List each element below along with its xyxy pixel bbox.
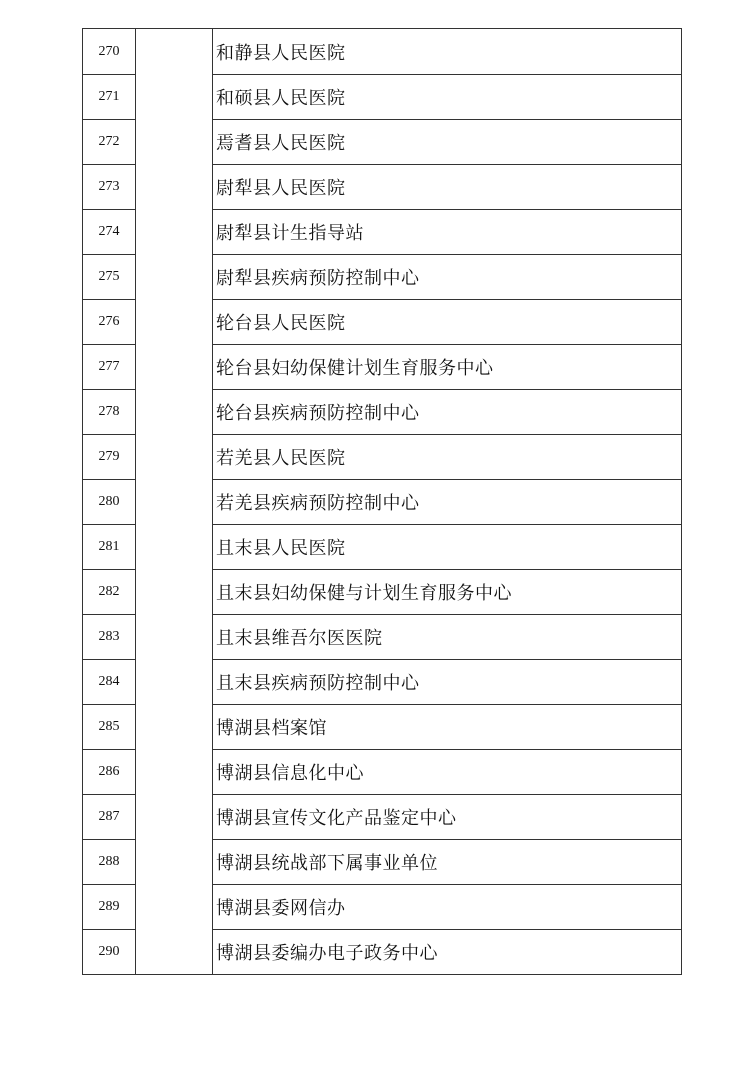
unit-name: 博湖县委编办电子政务中心 — [213, 930, 682, 975]
unit-name: 且末县维吾尔医医院 — [213, 615, 682, 660]
row-number: 280 — [83, 480, 136, 525]
row-number: 272 — [83, 120, 136, 165]
unit-name: 若羌县疾病预防控制中心 — [213, 480, 682, 525]
row-number: 288 — [83, 840, 136, 885]
table-body — [83, 29, 682, 975]
row-number: 274 — [83, 210, 136, 255]
unit-list-table — [82, 28, 682, 975]
row-number: 281 — [83, 525, 136, 570]
row-number: 286 — [83, 750, 136, 795]
unit-name: 尉犁县人民医院 — [213, 165, 682, 210]
unit-name: 轮台县人民医院 — [213, 300, 682, 345]
row-number: 276 — [83, 300, 136, 345]
unit-name: 博湖县统战部下属事业单位 — [213, 840, 682, 885]
row-number: 290 — [83, 930, 136, 975]
unit-name: 尉犁县疾病预防控制中心 — [213, 255, 682, 300]
unit-name: 焉耆县人民医院 — [213, 120, 682, 165]
unit-name: 博湖县信息化中心 — [213, 750, 682, 795]
unit-name: 和硕县人民医院 — [213, 75, 682, 120]
unit-name: 和静县人民医院 — [213, 29, 682, 75]
row-number: 284 — [83, 660, 136, 705]
unit-name: 轮台县妇幼保健计划生育服务中心 — [213, 345, 682, 390]
row-number: 285 — [83, 705, 136, 750]
row-number: 273 — [83, 165, 136, 210]
table-row — [83, 29, 682, 75]
unit-name: 且末县人民医院 — [213, 525, 682, 570]
row-number: 287 — [83, 795, 136, 840]
row-number: 278 — [83, 390, 136, 435]
unit-name: 且末县疾病预防控制中心 — [213, 660, 682, 705]
row-number: 289 — [83, 885, 136, 930]
unit-name: 博湖县档案馆 — [213, 705, 682, 750]
merged-category-cell — [136, 29, 213, 975]
row-number: 277 — [83, 345, 136, 390]
unit-name: 博湖县委网信办 — [213, 885, 682, 930]
row-number: 279 — [83, 435, 136, 480]
row-number: 275 — [83, 255, 136, 300]
unit-name: 尉犁县计生指导站 — [213, 210, 682, 255]
row-number: 271 — [83, 75, 136, 120]
unit-name: 且末县妇幼保健与计划生育服务中心 — [213, 570, 682, 615]
row-number: 282 — [83, 570, 136, 615]
row-number: 270 — [83, 29, 136, 75]
unit-name: 博湖县宣传文化产品鉴定中心 — [213, 795, 682, 840]
unit-name: 若羌县人民医院 — [213, 435, 682, 480]
unit-name: 轮台县疾病预防控制中心 — [213, 390, 682, 435]
row-number: 283 — [83, 615, 136, 660]
